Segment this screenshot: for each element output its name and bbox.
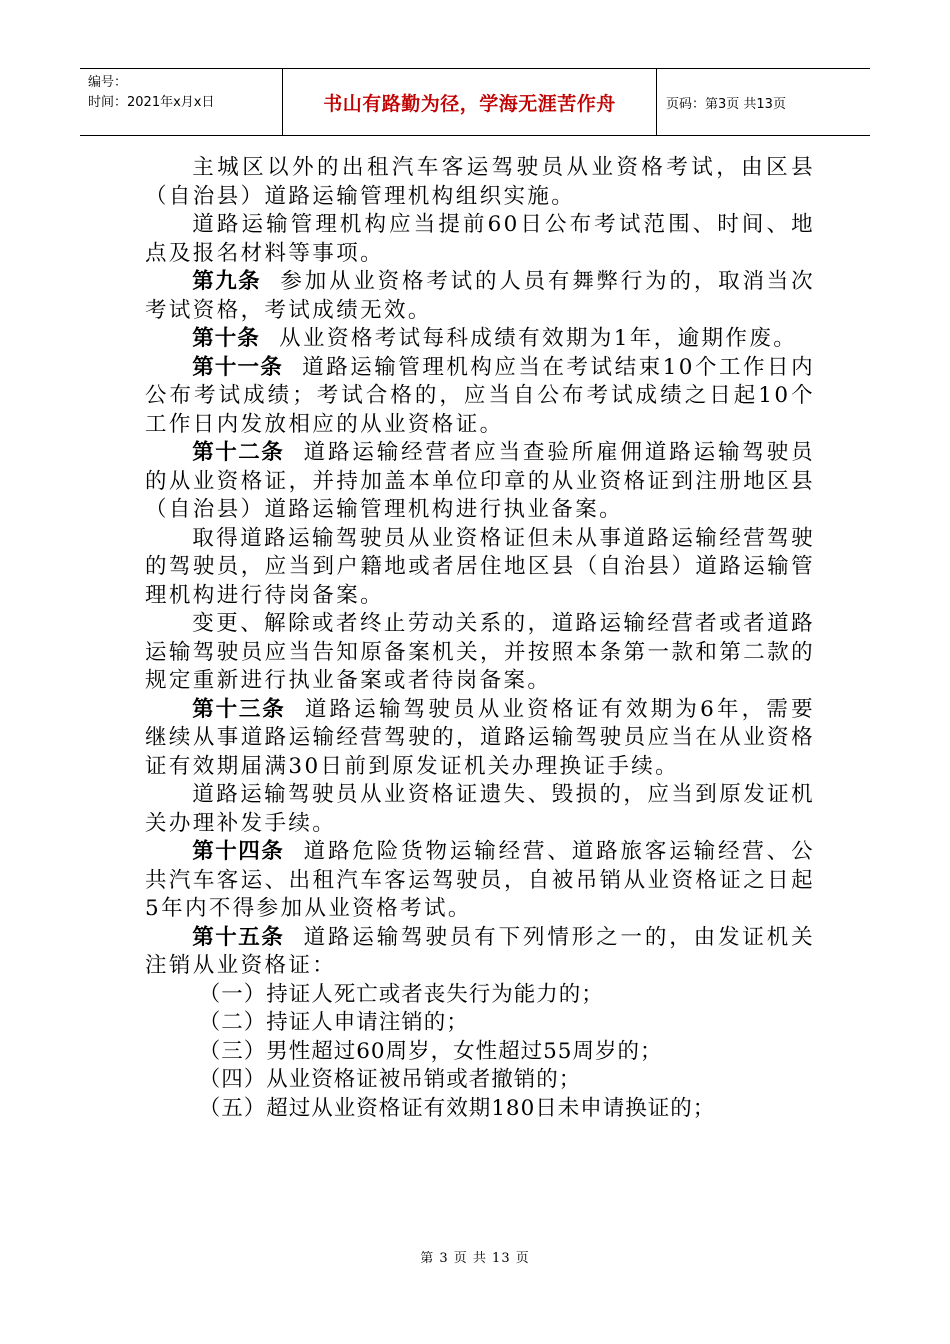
article-heading: 第九条 xyxy=(192,269,262,294)
paragraph-text: 道路运输驾驶员从业资格证遗失、毁损的，应当到原发证机关办理补发手续。 xyxy=(145,782,815,836)
page-footer: 第 3 页 共 13 页 xyxy=(420,1251,530,1266)
article-12 xyxy=(145,439,815,525)
paragraph xyxy=(145,154,815,211)
paragraph-text: 道路运输经营者应当查验所雇佣道路运输驾驶员的从业资格证，并持加盖本单位印章的从业资格证到注册地区县（自治县）道路运输管理机构进行执业备案。 xyxy=(145,440,815,522)
list-item: （一）持证人死亡或者丧失行为能力的； xyxy=(198,981,604,1007)
list-item: （四）从业资格证被吊销或者撤销的； xyxy=(198,1067,582,1092)
header-meta xyxy=(80,69,282,135)
paragraph xyxy=(145,610,815,696)
paragraph-text: 道路危险货物运输经营、道路旅客运输经营、公共汽车客运、出租汽车客运驾驶员，自被吊销从业资格证之日起5年内不得参加从业资格考试。 xyxy=(145,839,815,921)
article-10 xyxy=(145,325,815,354)
article-heading: 第十三条 xyxy=(192,696,286,722)
article-11 xyxy=(145,354,815,440)
paragraph xyxy=(145,781,815,838)
list-item: （三）男性超过60周岁，女性超过55周岁的； xyxy=(198,1038,663,1064)
paragraph xyxy=(145,525,815,611)
paragraph-text: 参加从业资格考试的人员有舞弊行为的，取消当次考试资格，考试成绩无效。 xyxy=(145,269,815,323)
document-body xyxy=(145,154,815,1123)
article-13 xyxy=(145,696,815,782)
article-heading: 第十一条 xyxy=(192,354,283,380)
header-motto: 书山有路勤为径，学海无涯苦作舟 xyxy=(282,69,657,135)
header-page-info: 页码：第3页 共13页 xyxy=(666,96,786,112)
article-heading: 第十二条 xyxy=(192,440,285,465)
paragraph-text: 取得道路运输驾驶员从业资格证但未从事道路运输经营驾驶的驾驶员，应当到户籍地或者居住地区县（自治县）道路运输管理机构进行待岗备案。 xyxy=(145,525,815,608)
article-heading: 第十条 xyxy=(192,326,260,351)
paragraph-text: 道路运输管理机构应当提前60日公布考试范围、时间、地点及报名材料等事项。 xyxy=(145,212,815,266)
list-item: （五）超过从业资格证有效期180日未申请换证的； xyxy=(198,1095,716,1121)
article-9 xyxy=(145,268,815,325)
document-number-label: 编号： xyxy=(88,75,128,90)
paragraph-text: 道路运输管理机构应当在考试结束10个工作日内公布考试成绩；考试合格的，应当自公布考试成绩之日起10个工作日内发放相应的从业资格证。 xyxy=(145,354,815,437)
paragraph-text: 从业资格考试每科成绩有效期为1年，逾期作废。 xyxy=(279,326,798,351)
article-heading: 第十四条 xyxy=(192,839,285,864)
paragraph-text: 道路运输驾驶员有下列情形之一的，由发证机关注销从业资格证： xyxy=(145,924,815,978)
page-header xyxy=(80,68,870,136)
document-date-label: 时间：2021年x月x日 xyxy=(88,95,215,110)
paragraph-text: 变更、解除或者终止劳动关系的，道路运输经营者或者道路运输驾驶员应当告知原备案机关，并按照本条第一款和第二款的规定重新进行执业备案或者待岗备案。 xyxy=(145,611,815,693)
article-heading: 第十五条 xyxy=(192,924,285,950)
article-14 xyxy=(145,838,815,924)
paragraph-text: 主城区以外的出租汽车客运驾驶员从业资格考试，由区县（自治县）道路运输管理机构组织实施。 xyxy=(145,155,815,209)
article-15 xyxy=(145,924,815,981)
paragraph-text: 道路运输驾驶员从业资格证有效期为6年，需要继续从事道路运输经营驾驶的，道路运输驾驶员应当在从业资格证有效期届满30日前到原发证机关办理换证手续。 xyxy=(145,696,815,779)
paragraph xyxy=(145,211,815,268)
list-item: （二）持证人申请注销的； xyxy=(198,1010,469,1035)
